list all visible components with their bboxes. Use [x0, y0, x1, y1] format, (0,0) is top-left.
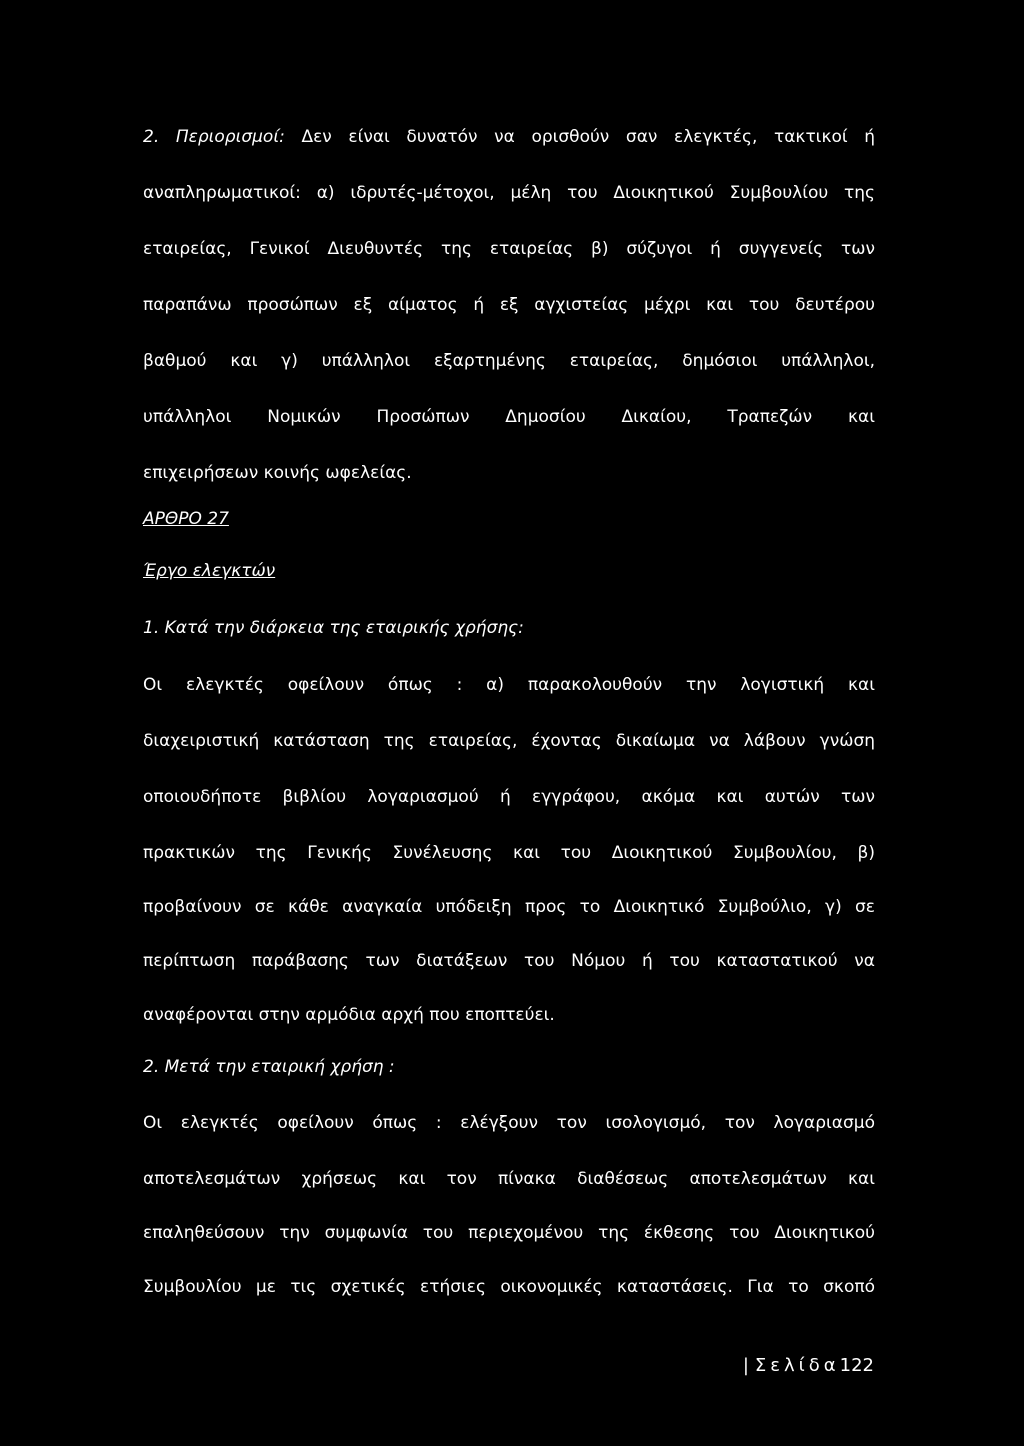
point-1-line: προβαίνουν σε κάθε αναγκαία υπόδειξη προς το Διοικητικό Συμβούλιο, γ) σε [143, 897, 875, 917]
section-2-number: 2. [143, 127, 160, 147]
point-2-line: επαληθεύσουν την συμφωνία του περιεχομένου της έκθεσης του Διοικητικού [143, 1223, 875, 1243]
point-1-line: αναφέρονται στην αρμόδια αρχή που εποπτεύει. [143, 1005, 555, 1025]
section-2-first-line [143, 126, 875, 148]
point-1-line: πρακτικών της Γενικής Συνέλευσης και του Διοικητικού Συμβουλίου, β) [143, 843, 875, 863]
page-footer [743, 1354, 874, 1378]
point-1-heading: 1. Κατά την διάρκεια της εταιρικής χρήσης: [143, 618, 524, 638]
footer-page-label: Σελίδα [754, 1355, 840, 1376]
section-2-line: εταιρείας, Γενικοί Διευθυντές της εταιρείας β) σύζυγοι ή συγγενείς των [143, 239, 875, 259]
section-2-first-line-text: Δεν είναι δυνατόν να ορισθούν σαν ελεγκτές, τακτικοί ή [301, 127, 876, 147]
point-1-line: διαχειριστική κατάσταση της εταιρείας, έχοντας δικαίωμα να λάβουν γνώση [143, 731, 875, 751]
article-label: ΑΡΘΡΟ 27 [143, 509, 229, 529]
point-1-line: οποιουδήποτε βιβλίου λογαριασμού ή εγγράφου, ακόμα και αυτών των [143, 787, 875, 807]
section-2-line: επιχειρήσεων κοινής ωφελείας. [143, 463, 412, 483]
point-2-heading: 2. Μετά την εταιρική χρήση : [143, 1057, 395, 1077]
point-1-line: Οι ελεγκτές οφείλουν όπως : α) παρακολουθούν την λογιστική και [143, 675, 875, 695]
point-1-line: περίπτωση παράβασης των διατάξεων του Νόμου ή του καταστατικού να [143, 951, 875, 971]
footer-page-number: 122 [839, 1355, 874, 1376]
section-2-line: βαθμού και γ) υπάλληλοι εξαρτημένης εταιρείας, δημόσιοι υπάλληλοι, [143, 351, 875, 371]
footer-separator: | [742, 1355, 749, 1376]
point-2-line: Συμβουλίου με τις σχετικές ετήσιες οικονομικές καταστάσεις. Για το σκοπό [143, 1277, 875, 1297]
article-title: Έργο ελεγκτών [143, 561, 276, 581]
section-2-heading: Περιορισμοί: [175, 127, 285, 147]
point-2-line: αποτελεσμάτων χρήσεως και τον πίνακα διαθέσεως αποτελεσμάτων και [143, 1169, 875, 1189]
section-2-line: αναπληρωματικοί: α) ιδρυτές-μέτοχοι, μέλη του Διοικητικού Συμβουλίου της [143, 183, 875, 203]
section-2-line: παραπάνω προσώπων εξ αίματος ή εξ αγχιστείας μέχρι και του δευτέρου [143, 295, 875, 315]
point-2-line: Οι ελεγκτές οφείλουν όπως : ελέγξουν τον ισολογισμό, τον λογαριασμό [143, 1113, 875, 1133]
section-2-line: υπάλληλοι Νομικών Προσώπων Δημοσίου Δικαίου, Τραπεζών και [143, 407, 875, 427]
